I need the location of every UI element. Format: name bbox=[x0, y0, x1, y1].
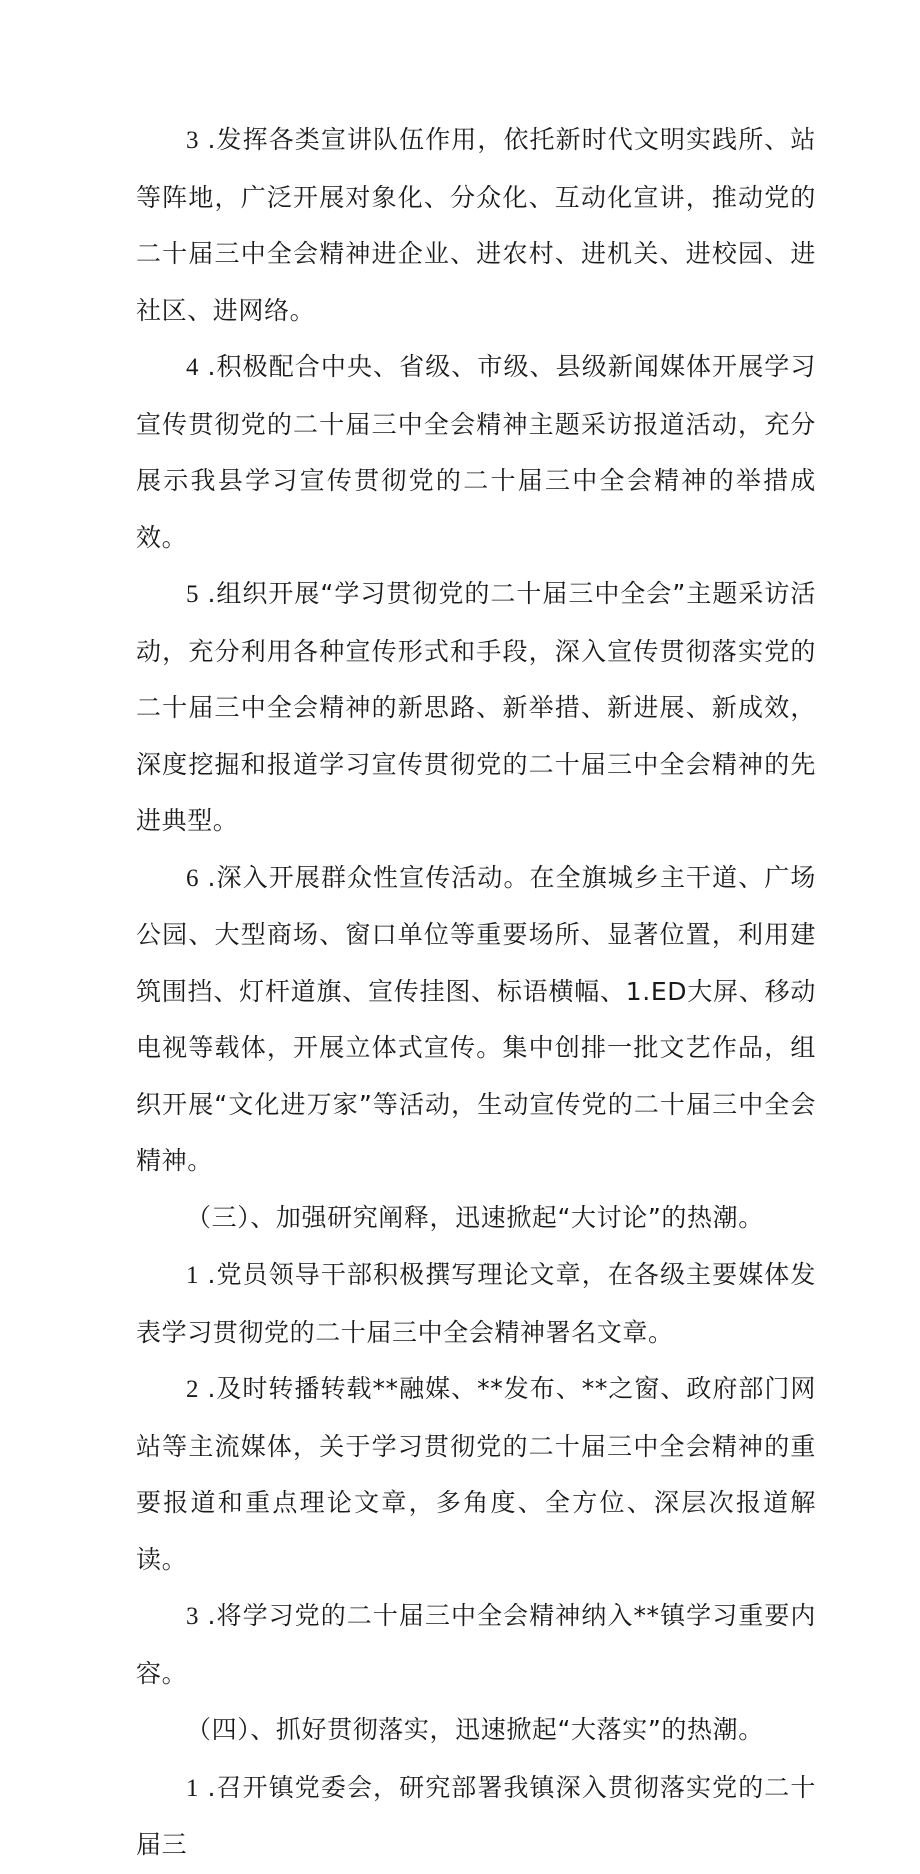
heading-text: （三）、加强研究阐释，迅速掀起“大讨论”的热潮。 bbox=[186, 1202, 764, 1232]
item-number: 3 bbox=[186, 127, 199, 154]
heading-text: （四）、抓好贯彻落实，迅速掀起“大落实”的热潮。 bbox=[186, 1715, 764, 1744]
paragraph-item-1-theory-articles bbox=[136, 1247, 816, 1361]
paragraph-item-3-propaganda-teams bbox=[136, 112, 816, 339]
item-number: 3 bbox=[186, 1603, 199, 1630]
item-number: 1 bbox=[186, 1262, 199, 1289]
section-heading-four bbox=[136, 1702, 816, 1760]
paragraph-text: .党员领导干部积极撰写理论文章，在各级主要媒体发表学习贯彻党的二十届三中全会精神署名文章。 bbox=[136, 1260, 816, 1347]
section-heading-three bbox=[136, 1190, 816, 1248]
item-number: 1 bbox=[186, 1774, 199, 1802]
paragraph-text: .将学习党的二十届三中全会精神纳入**镇学习重要内容。 bbox=[136, 1601, 816, 1688]
paragraph-text: .发挥各类宣讲队伍作用，依托新时代文明实践所、站等阵地，广泛开展对象化、分众化、互动化宣讲，推动党的二十届三中全会精神进企业、进农村、进机关、进校园、进社区、进网络。 bbox=[136, 125, 816, 325]
paragraph-item-1-party-meeting bbox=[136, 1760, 816, 1874]
document-body bbox=[136, 112, 816, 1874]
paragraph-text: .及时转播转载**融媒、**发布、**之窗、政府部门网站等主流媒体，关于学习贯彻党的二十届三中全会精神的重要报道和重点理论文章，多角度、全方位、深层次报道解读。 bbox=[136, 1374, 816, 1574]
item-number: 5 bbox=[186, 581, 199, 608]
paragraph-item-6-mass-publicity bbox=[136, 850, 816, 1190]
paragraph-item-4-media-coverage bbox=[136, 339, 816, 566]
paragraph-text: .召开镇党委会，研究部署我镇深入贯彻落实党的二十届三 bbox=[136, 1772, 816, 1859]
paragraph-text: .组织开展“学习贯彻党的二十届三中全会”主题采访活动，充分利用各种宣传形式和手段，深入宣传贯彻落实党的二十届三中全会精神的新思路、新举措、新进展、新成效，深度挖掘和报道学习宣传贯彻党的二十届三中全会精神的先进典型。 bbox=[136, 579, 816, 835]
item-number: 6 bbox=[186, 864, 199, 892]
paragraph-item-3-study-content bbox=[136, 1588, 816, 1702]
paragraph-text: .深入开展群众性宣传活动。在全旗城乡主干道、广场公园、大型商场、窗口单位等重要场所、显著位置，利用建筑围挡、灯杆道旗、宣传挂图、标语横幅、1.ED大屏、移动电视等载体，开展立体式宣传。集中创排一批文艺作品，组织开展“文化进万家”等活动，生动宣传党的二十届三中全会精神。 bbox=[136, 862, 816, 1175]
paragraph-text: .积极配合中央、省级、市级、县级新闻媒体开展学习宣传贯彻党的二十届三中全会精神主题采访报道活动，充分展示我县学习宣传贯彻党的二十届三中全会精神的举措成效。 bbox=[136, 352, 816, 552]
item-number: 4 bbox=[186, 354, 199, 381]
paragraph-item-5-interview-activity bbox=[136, 566, 816, 850]
item-number: 2 bbox=[186, 1376, 199, 1403]
paragraph-item-2-reposting bbox=[136, 1361, 816, 1588]
